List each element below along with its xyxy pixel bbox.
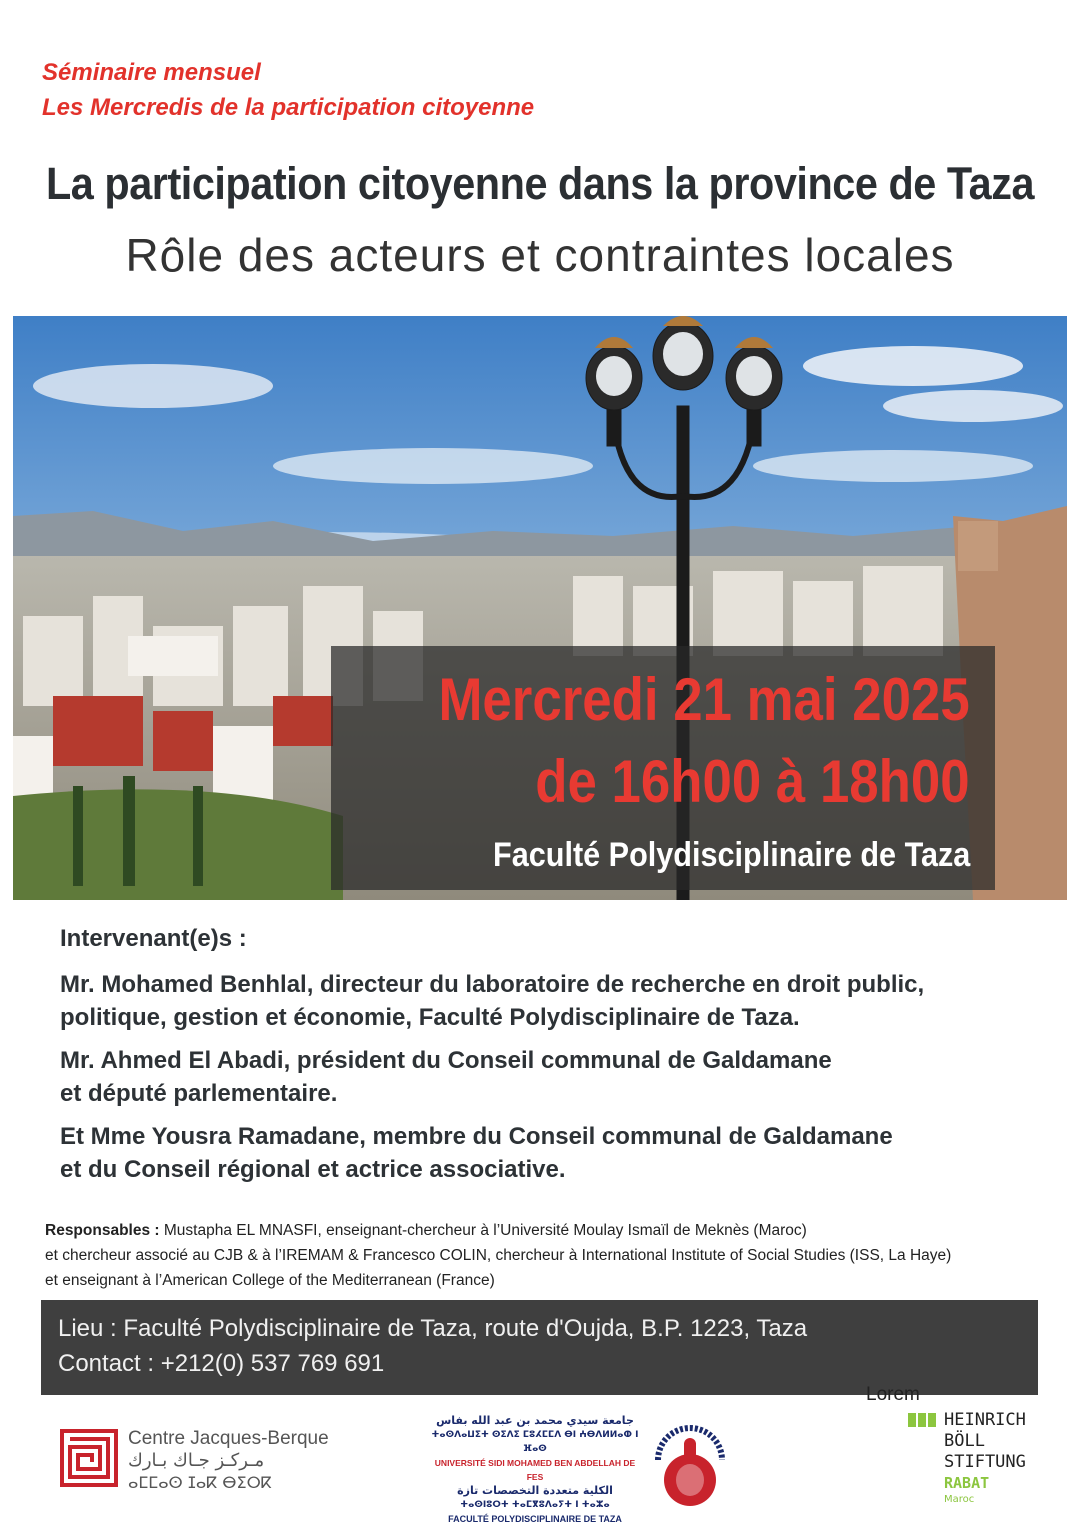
hbs-city: RABAT bbox=[944, 1474, 990, 1492]
cjb-logo-text bbox=[128, 1428, 329, 1494]
hbs-country: Maroc bbox=[944, 1494, 975, 1505]
usmba-logo-text bbox=[427, 1414, 643, 1526]
speaker-line: politique, gestion et économie, Faculté Polydisciplinaire de Taza. bbox=[60, 1004, 800, 1031]
responsables-label: Responsables : bbox=[45, 1222, 160, 1239]
seminar-header bbox=[42, 55, 534, 125]
hbs-line: HEINRICH bbox=[944, 1410, 1026, 1430]
speakers-section bbox=[60, 922, 1050, 1196]
speaker-line: et député parlementaire. bbox=[60, 1080, 338, 1107]
poster-title: La participation citoyenne dans la province de Taza bbox=[45, 158, 1035, 209]
hbs-logo-icon bbox=[908, 1413, 936, 1427]
speaker-line: Et Mme Yousra Ramadane, membre du Conseil communal de Galdamane bbox=[60, 1123, 893, 1150]
hbs-line: STIFTUNG bbox=[944, 1452, 1026, 1472]
faculty-name-fr: FACULTÉ POLYDISCIPLINAIRE DE TAZA bbox=[448, 1514, 622, 1524]
speaker-line: Mr. Mohamed Benhlal, directeur du laboratoire de recherche en droit public, bbox=[60, 971, 925, 998]
speaker-item bbox=[60, 968, 1050, 1034]
placeholder-text: Lorem bbox=[866, 1384, 920, 1405]
usmba-emblem-icon bbox=[650, 1410, 730, 1510]
cjb-name-ar: مـركـز جـاك بـارك bbox=[128, 1450, 265, 1471]
faculty-name-ar: الكلية متعددة التخصصات تازة bbox=[457, 1484, 613, 1497]
speaker-item bbox=[60, 1120, 1050, 1186]
hbs-logo-text bbox=[944, 1410, 1026, 1506]
speaker-line: Mr. Ahmed El Abadi, président du Conseil communal de Galdamane bbox=[60, 1047, 832, 1074]
usmba-name-tz: ⵜⴰⵙⴷⴰⵡⵉⵜ ⵙⵉⴷⵉ ⵎⵓⵃⵎⵎⴷ ⴱⵏ ⵄⴱⴷⵍⵍⴰⵀ ⵏ ⴼⴰⵙ bbox=[431, 1430, 639, 1454]
location-text: Lieu : Faculté Polydisciplinaire de Taza, route d'Oujda, B.P. 1223, Taza bbox=[58, 1315, 808, 1342]
cjb-name-fr: Centre Jacques-Berque bbox=[128, 1428, 329, 1449]
contact-text: Contact : +212(0) 537 769 691 bbox=[58, 1350, 385, 1377]
speakers-heading: Intervenant(e)s : bbox=[60, 925, 247, 952]
usmba-name-ar: جامعة سيدي محمد بن عبد الله بفاس bbox=[436, 1414, 634, 1427]
event-time: de 16h00 à 18h00 bbox=[535, 748, 970, 815]
info-bar bbox=[41, 1300, 1038, 1395]
usmba-name-fr: UNIVERSITÉ SIDI MOHAMED BEN ABDELLAH DE FES bbox=[434, 1458, 636, 1482]
cjb-name-tz: ⴰⵎⵎⴰⵙ ⵊⴰⴽ ⴱⵉⵔⴽ bbox=[128, 1473, 272, 1492]
speaker-line: et du Conseil régional et actrice associative. bbox=[60, 1156, 566, 1183]
faculty-name-tz: ⵜⴰⵙⵏⵓⵔⵜ ⵜⴰⵎⴳⵓⴷⴰⵢⵜ ⵏ ⵜⴰⵣⴰ bbox=[460, 1500, 610, 1510]
seminar-series-name: Les Mercredis de la participation citoyenne bbox=[42, 94, 535, 121]
cjb-logo-icon bbox=[60, 1429, 118, 1487]
poster-subtitle: Rôle des acteurs et contraintes locales bbox=[125, 229, 955, 281]
responsables-line: et chercheur associé au CJB & à l’IREMAM & Francesco COLIN, chercheur à International Institute of Social Studies (ISS, La Haye) bbox=[45, 1247, 952, 1264]
seminar-series-label: Séminaire mensuel bbox=[42, 59, 261, 86]
responsables-section bbox=[45, 1218, 1055, 1293]
event-venue: Faculté Polydisciplinaire de Taza bbox=[492, 836, 970, 874]
responsables-line: Mustapha EL MNASFI, enseignant-chercheur à l’Université Moulay Ismaïl de Meknès (Maroc) bbox=[159, 1222, 807, 1239]
hbs-line: BÖLL bbox=[944, 1431, 985, 1451]
responsables-line: et enseignant à l’American College of the Mediterranean (France) bbox=[45, 1272, 495, 1289]
speaker-item bbox=[60, 1044, 1050, 1110]
event-date: Mercredi 21 mai 2025 bbox=[438, 666, 970, 733]
